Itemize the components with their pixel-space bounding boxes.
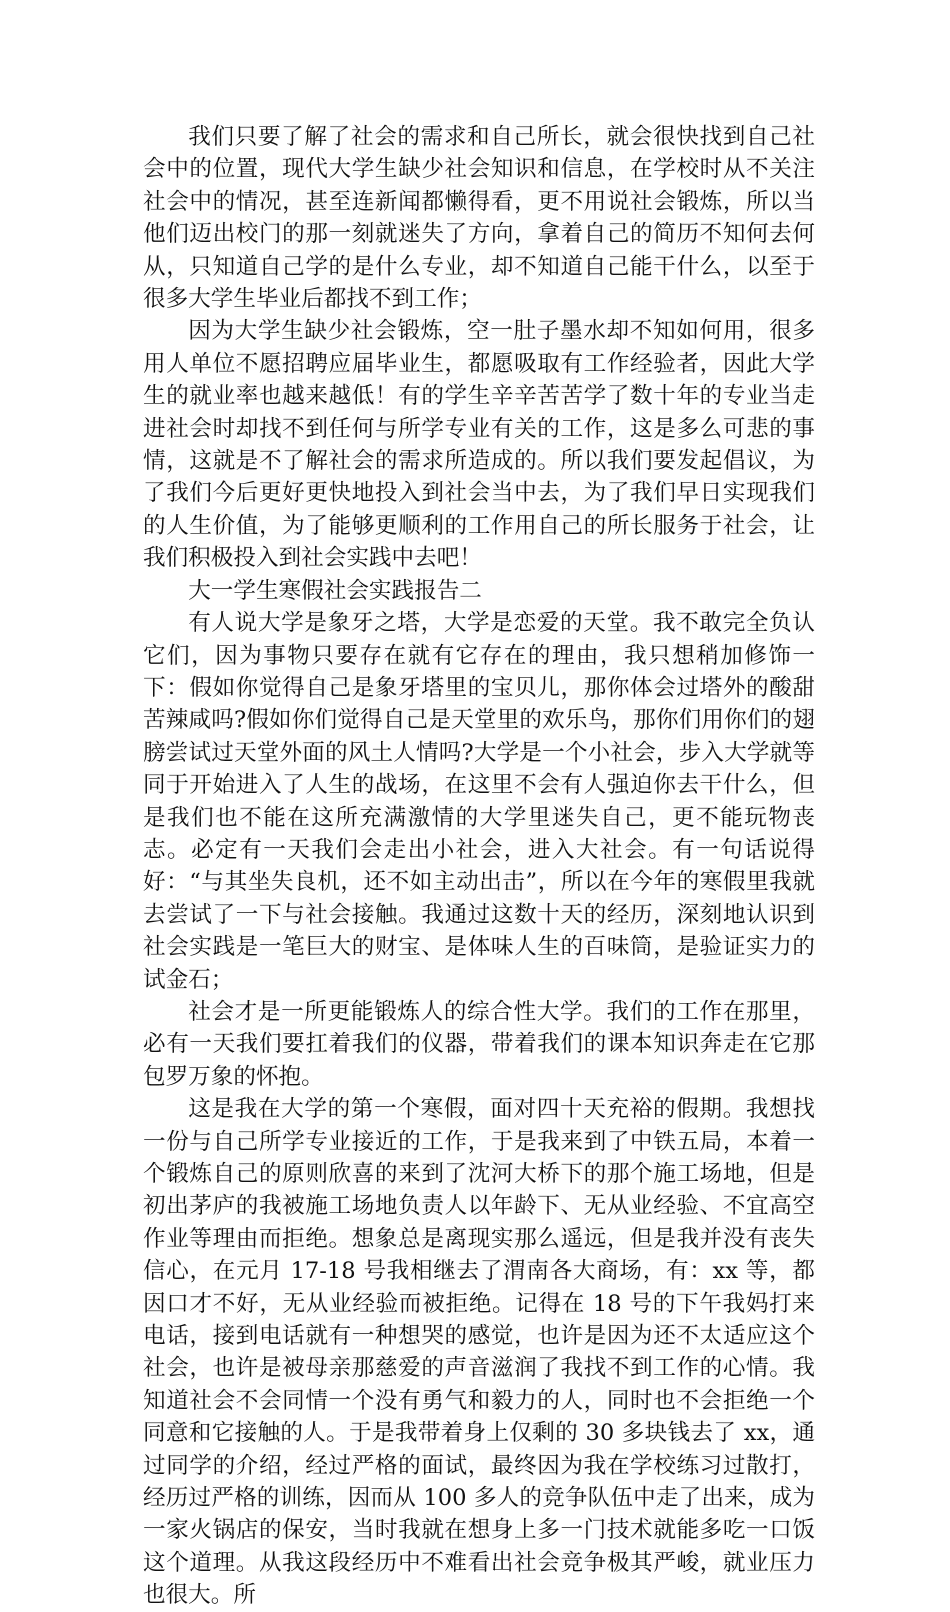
paragraph-lack-of-training: 因为大学生缺少社会锻炼，空一肚子墨水却不知如何用，很多用人单位不愿招聘应届毕业生，都愿吸取有工作经验者，因此大学生的就业率也越来越低！有的学生辛辛苦苦学了数十年的专业当走进社会时却找不到任何与所学专业有关的工作，这是多么可悲的事情，这就是不了解社会的需求所造成的。所以我们要发起倡议，为了我们今后更好更快地投入到社会当中去，为了我们早日实现我们的人生价值，为了能够更顺利的工作用自己的所长服务于社会，让我们积极投入到社会实践中去吧！ [143, 318, 815, 572]
paragraph-society-university: 社会才是一所更能锻炼人的综合性大学。我们的工作在那里，必有一天我们要扛着我们的仪器，带着我们的课本知识奔走在它那包罗万象的怀抱。 [143, 998, 815, 1090]
paragraph-winter-vacation: 这是我在大学的第一个寒假，面对四十天充裕的假期。我想找一份与自己所学专业接近的工作，于是我来到了中铁五局，本着一个锻炼自己的原则欣喜的来到了沈河大桥下的那个施工场地，但是初出茅庐的我被施工场地负责人以年龄下、无从业经验、不宜高空作业等理由而拒绝。想象总是离现实那么遥远，但是我并没有丧失信心，在元月 17-18 号我相继去了渭南各大商场，有：xx 等，都因口才不好，无从业经验而被拒绝。记得在 18 号的下午我妈打来电话，接到电话就有一种想哭的感觉，也许是因为还不太适应这个社会，也许是被母亲那慈爱的声音滋润了我找不到工作的心情。我知道社会不会同情一个没有勇气和毅力的人，同时也不会拒绝一个同意和它接触的人。于是我带着身上仅剩的 30 多块钱去了 xx，通过同学的介绍，经过严格的面试，最终因为我在学校练习过散打，经历过严格的训练，因而从 100 多人的竞争队伍中走了出来，成为一家火锅店的保安，当时我就在想身上多一门技术就能多吃一口饭这个道理。从我这段经历中不难看出社会竞争极其严峻，就业压力也很大。所 [143, 1096, 815, 1609]
section-heading: 大一学生寒假社会实践报告二 [188, 577, 482, 604]
document-body [143, 121, 815, 1612]
paragraph-social-needs: 我们只要了解了社会的需求和自己所长，就会很快找到自己社会中的位置，现代大学生缺少社会知识和信息，在学校时从不关注社会中的情况，甚至连新闻都懒得看，更不用说社会锻炼，所以当他们迈出校门的那一刻就迷失了方向，拿着自己的简历不知何去何从，只知道自己学的是什么专业，却不知道自己能干什么，以至于很多大学生毕业后都找不到工作； [143, 124, 815, 313]
paragraph-ivory-tower: 有人说大学是象牙之塔，大学是恋爱的天堂。我不敢完全负认它们，因为事物只要存在就有它存在的理由，我只想稍加修饰一下：假如你觉得自己是象牙塔里的宝贝儿，那你体会过塔外的酸甜苦辣咸吗?假如你们觉得自己是天堂里的欢乐鸟，那你们用你们的翅膀尝试过天堂外面的风土人情吗?大学是一个小社会，步入大学就等同于开始进入了人生的战场，在这里不会有人强迫你去干什么，但是我们也不能在这所充满激情的大学里迷失自己，更不能玩物丧志。必定有一天我们会走出小社会，进入大社会。有一句话说得好：“与其坐失良机，还不如主动出击”，所以在今年的寒假里我就去尝试了一下与社会接触。我通过这数十天的经历，深刻地认识到社会实践是一笔巨大的财宝、是体味人生的百味筒，是验证实力的试金石； [143, 610, 815, 993]
